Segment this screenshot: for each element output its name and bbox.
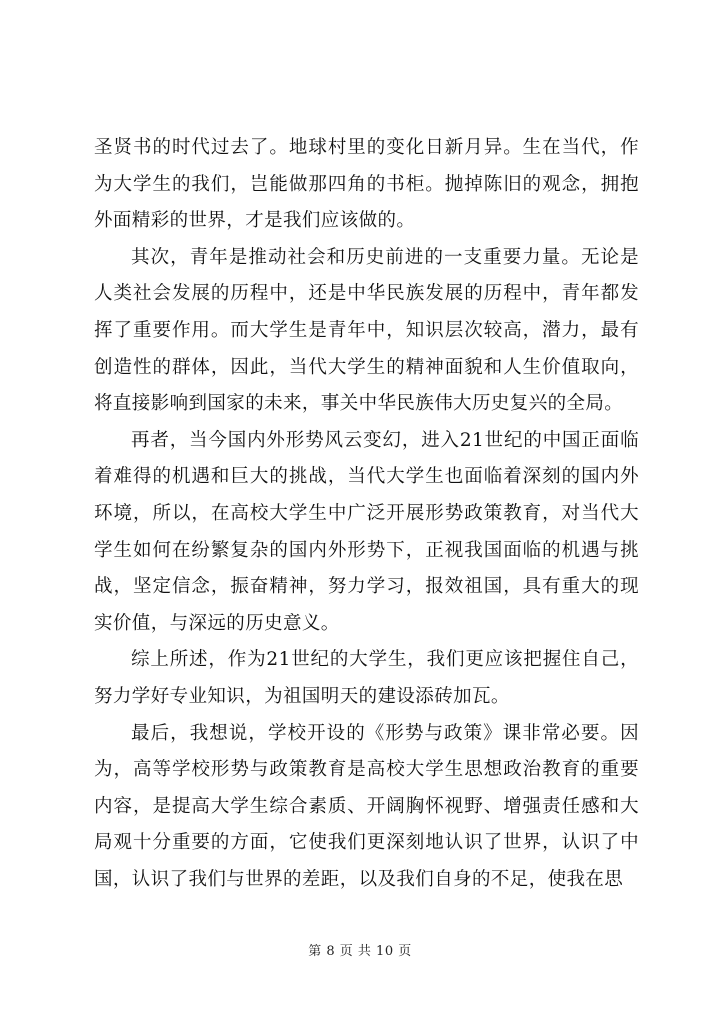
paragraph-summary: 综上所述，作为21世纪的大学生，我们更应该把握住自己，努力学好专业知识，为祖国明天的建设添砖加瓦。 — [94, 649, 639, 707]
paragraph-youth-force: 其次，青年是推动社会和历史前进的一支重要力量。无论是人类社会发展的历程中，还是中华民族发展的历程中，青年都发挥了重要作用。而大学生是青年中，知识层次较高，潜力，最有创造性的群体，因此，当代大学生的精神面貌和人生价值取向，将直接影响到国家的未来，事关中华民族伟大历史复兴的全局。 — [94, 246, 639, 415]
paragraph-situation: 再者，当今国内外形势风云变幻，进入21世纪的中国正面临着难得的机遇和巨大的挑战，当代大学生也面临着深刻的国内外环境，所以，在高校大学生中广泛开展形势政策教育，对当代大学生如何在纷繁复杂的国内外形势下，正视我国面临的机遇与挑战，坚定信念，振奋精神，努力学习，报效祖国，具有重大的现实价值，与深远的历史意义。 — [94, 429, 639, 634]
page-number-footer: 第 8 页 共 10 页 — [308, 944, 412, 959]
document-body — [94, 130, 639, 898]
paragraph-conclusion: 最后，我想说，学校开设的《形势与政策》课非常必要。因为，高等学校形势与政策教育是高校大学生思想政治教育的重要内容，是提高大学生综合素质、开阔胸怀视野、增强责任感和大局观十分重要的方面，它使我们更深刻地认识了世界，认识了中国，认识了我们与世界的差距，以及我们自身的不足，使我在思 — [94, 722, 639, 890]
paragraph-continuation: 圣贤书的时代过去了。地球村里的变化日新月异。生在当代，作为大学生的我们，岂能做那四角的书柜。抛掉陈旧的观念，拥抱外面精彩的世界，才是我们应该做的。 — [94, 137, 639, 232]
